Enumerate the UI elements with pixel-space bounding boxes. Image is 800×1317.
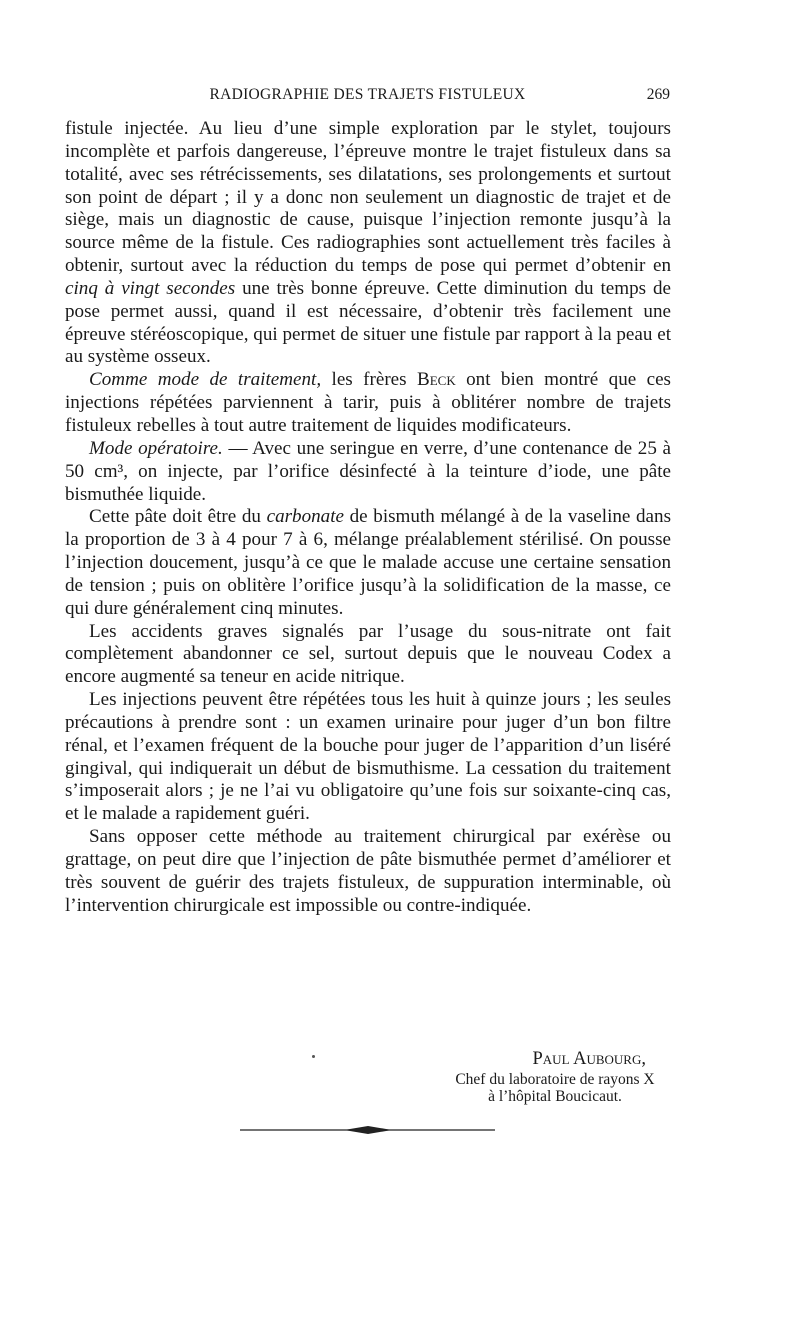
body-text — [65, 118, 671, 918]
text-run: les frères — [321, 369, 417, 391]
text-run: ont bien montré que ces injections répétées parviennent à tarir, puis à oblitérer nombre de trajets fistuleux rebelles à tout autre traitement de liquides modificateurs. — [65, 369, 671, 436]
text-run: Beck — [416, 369, 456, 391]
stray-ink-dot — [312, 1055, 315, 1058]
text-run: cinq à vingt secondes — [65, 277, 236, 299]
running-title: RADIOGRAPHIE DES TRAJETS FISTULEUX — [209, 86, 526, 103]
text-run: Comme mode de traitement, — [89, 369, 322, 391]
paragraph — [65, 506, 671, 620]
paragraph — [65, 689, 671, 826]
text-run: une très bonne épreuve. Cette diminution du temps de pose permet aussi, quand il est nécessaire, d’obtenir très facilement une épreuve stéréoscopique, qui permet de situer une fistule par rapport à la peau et au système osseux. — [65, 277, 671, 368]
paragraph — [65, 369, 671, 438]
paragraph — [65, 438, 671, 507]
text-run: Les accidents graves signalés par l’usage du sous-nitrate ont fait complètement abandonner ce sel, surtout depuis que le nouveau Codex a encore augmenté sa teneur en acide nitrique. — [65, 620, 671, 688]
affiliation-line: à l’hôpital Boucicaut. — [488, 1088, 622, 1105]
end-ornament — [240, 1122, 495, 1138]
author-affiliation — [420, 1071, 690, 1105]
text-run: carbonate — [266, 506, 345, 528]
text-run: Les injections peuvent être répétées tous les huit à quinze jours ; les seules précautions à prendre sont : un examen urinaire pour juger d’un bon filtre rénal, et l’examen fréquent de la bouche pour juger de l’apparition d’un liséré gingival, qui indiquerait un début de bismuthisme. La cessation du traitement s’imposerait alors ; je ne l’ai vu obligatoire qu’une fois sur soixante-cinq cas, et le malade a rapidement guéri. — [65, 689, 671, 825]
text-run: Mode opératoire. — [89, 437, 223, 459]
affiliation-line: Chef du laboratoire de rayons X — [455, 1071, 655, 1088]
text-run: Cette pâte doit être du — [89, 506, 267, 528]
text-run: — Avec une seringue en verre, d’une contenance de 25 à 50 cm³, on injecte, par l’orifice désinfecté à la teinture d’iode, une pâte bismuthée liquide. — [65, 437, 671, 505]
page-number: 269 — [646, 86, 670, 103]
paragraph — [65, 826, 671, 917]
author-name: Paul Aubourg, — [532, 1049, 646, 1069]
page-header — [65, 86, 670, 110]
signature-block — [420, 1048, 680, 1070]
text-run: Sans opposer cette méthode au traitement chirurgical par exérèse ou grattage, on peut dire que l’injection de pâte bismuthée permet d’améliorer et très souvent de guérir des trajets fistuleux, de suppuration interminable, où l’intervention chirurgicale est impossible ou contre-indiquée. — [65, 826, 671, 916]
text-run: de bismuth mélangé à de la vaseline dans la proportion de 3 à 4 pour 7 à 6, mélange préalablement stérilisé. On pousse l’injection doucement, jusqu’à ce que le malade accuse une certaine sensation de tension ; puis on oblitère l’orifice jusqu’à la solidification de la masse, ce qui dure généralement cinq minutes. — [65, 506, 672, 619]
text-run: fistule injectée. Au lieu d’une simple exploration par le stylet, toujours incomplète et parfois dangereuse, l’épreuve montre le trajet fistuleux dans sa totalité, avec ses rétrécissements, ses dilatations, ses prolongements et surtout son point de départ ; il y a donc non seulement un diagnostic de trajet et de siège, mais un diagnostic de cause, puisque l’injection remonte jusqu’à la source même de la fistule. Ces radiographies sont actuellement très faciles à obtenir, surtout avec la réduction du temps de pose qui permet d’obtenir en — [65, 118, 671, 277]
paragraph — [65, 621, 671, 690]
paragraph — [65, 118, 671, 369]
